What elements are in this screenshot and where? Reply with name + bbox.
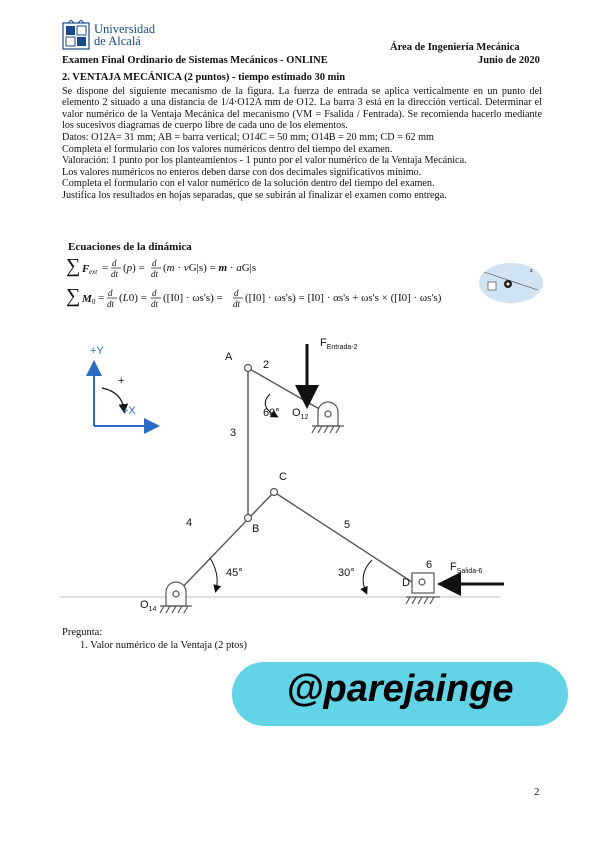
equations-title: Ecuaciones de la dinámica <box>68 241 192 253</box>
university-logo <box>62 20 90 50</box>
dynamics-illustration <box>478 262 544 309</box>
decimals-note: Los valores numéricos no enteros deben darse con dos decimales significativos mínimo. <box>62 166 422 178</box>
svg-text:∑: ∑ <box>66 285 81 307</box>
axis-system <box>90 345 156 426</box>
grading-note: Valoración: 1 punto por los planteamientos - 1 punto por el valor numérico de la Ventaja Mecánica. <box>62 155 467 167</box>
question-item: 1. Valor numérico de la Ventaja (2 ptos) <box>80 640 247 651</box>
svg-text:(p) =: (p) = <box>123 262 145 274</box>
output-force-label: $F_{Salida-6}$ <box>450 561 483 575</box>
svg-text:dt: dt <box>111 269 119 279</box>
svg-text:dt: dt <box>151 299 159 309</box>
angle-60-label: 60° <box>263 407 280 419</box>
form-note: Completa el formulario con el valor numérico de la solución dentro del tiempo del examen. <box>62 178 435 190</box>
svg-text:=: = <box>98 292 105 304</box>
input-force-label: $F_{Entrada-2}$ <box>320 337 358 351</box>
joint-c-label: C <box>279 471 287 483</box>
link-2-label: 2 <box>263 359 270 371</box>
pivot-o12-label: $O_{12}$ <box>292 407 309 421</box>
axis-y-label: +Y <box>90 345 104 357</box>
watermark-text: @parejainge <box>286 668 514 710</box>
pivot-o14 <box>160 582 192 613</box>
svg-text:d: d <box>234 288 239 298</box>
svg-text:dt: dt <box>151 269 159 279</box>
exam-date: Junio de 2020 <box>478 55 540 66</box>
svg-text:(m · vG|s) = m · aG|s: (m · vG|s) = m · aG|s <box>163 262 257 274</box>
svg-text:d: d <box>112 258 117 268</box>
link-3-label: 3 <box>230 427 237 439</box>
svg-text:z: z <box>530 268 533 274</box>
svg-text:∑: ∑ <box>66 255 81 277</box>
angle-45-label: 45° <box>226 567 243 579</box>
link-4-label: 4 <box>186 517 193 529</box>
svg-text:0: 0 <box>92 298 96 306</box>
pivot-o14-label: $O_{14}$ <box>140 599 157 613</box>
page-number: 2 <box>534 786 540 798</box>
university-name-line1: Universidad <box>94 22 156 36</box>
svg-text:dt: dt <box>233 299 241 309</box>
slider-d <box>406 573 440 604</box>
svg-text:([I0] · ωs's) =: ([I0] · ωs's) = <box>163 292 223 304</box>
joint-d-label: D <box>402 577 410 589</box>
justify-note: Justifica los resultados en hojas separadas, que se subirán al finalizar el examen como entrega. <box>62 189 447 201</box>
svg-text:(L0) =: (L0) = <box>119 292 147 304</box>
instruction-complete: Completa el formulario con los valores numéricos dentro del tiempo del examen. <box>62 143 393 155</box>
university-name-line2: de Alcalá <box>94 34 141 48</box>
problem-title: 2. VENTAJA MECÁNICA (2 puntos) - tiempo estimado 30 min <box>62 72 346 83</box>
dynamics-equations <box>64 252 484 317</box>
joint-b-label: B <box>252 523 260 535</box>
watermark-badge <box>232 662 568 726</box>
problem-data: Datos: O12A= 31 mm; AB = barra vertical; O14C = 50 mm; O14B = 20 mm; CD = 62 mm <box>62 131 434 143</box>
angle-30-label: 30° <box>338 567 355 579</box>
svg-text:=: = <box>102 262 109 274</box>
university-crest-icon <box>62 20 90 50</box>
svg-text:([I0] · ωs's) = [I0] · αs's +: ([I0] · ωs's) = [I0] · αs's + ωs's × ([I0] · ωs's) <box>245 292 442 304</box>
pivot-o12 <box>312 402 344 433</box>
svg-text:M: M <box>82 293 92 305</box>
axis-x-label: +X <box>122 405 136 417</box>
svg-text:dt: dt <box>107 299 115 309</box>
svg-text:d: d <box>152 288 157 298</box>
svg-text:ext: ext <box>89 268 98 276</box>
joint-a-label: A <box>225 351 233 363</box>
svg-text:d: d <box>108 288 113 298</box>
svg-text:F: F <box>82 263 90 275</box>
question-heading: Pregunta: <box>62 627 103 638</box>
exam-title: Examen Final Ordinario de Sistemas Mecánicos - ONLINE <box>62 55 328 66</box>
mechanism-figure <box>60 328 550 629</box>
svg-text:d: d <box>152 258 157 268</box>
department-name: Área de Ingeniería Mecánica <box>390 42 520 53</box>
link-5-label: 5 <box>344 519 351 531</box>
problem-statement: Se dispone del siguiente mecanismo de la figura. La fuerza de entrada se aplica verticalmente en un punto del elemento 2 situado a una distancia de 1/4·O12A mm de O12. La barra 3 está en la dirección vertical. Determinar el valor numérico de la Ventaja Mecánica del mecanismo (VM = Fsalida / Fentrada). Se recomienda hacerlo mediante los sucesivos diagramas de cuerpo libre de cada uno de los elementos. <box>62 85 542 132</box>
axis-rotation-label: + <box>118 375 125 387</box>
link-6-label: 6 <box>426 559 433 571</box>
